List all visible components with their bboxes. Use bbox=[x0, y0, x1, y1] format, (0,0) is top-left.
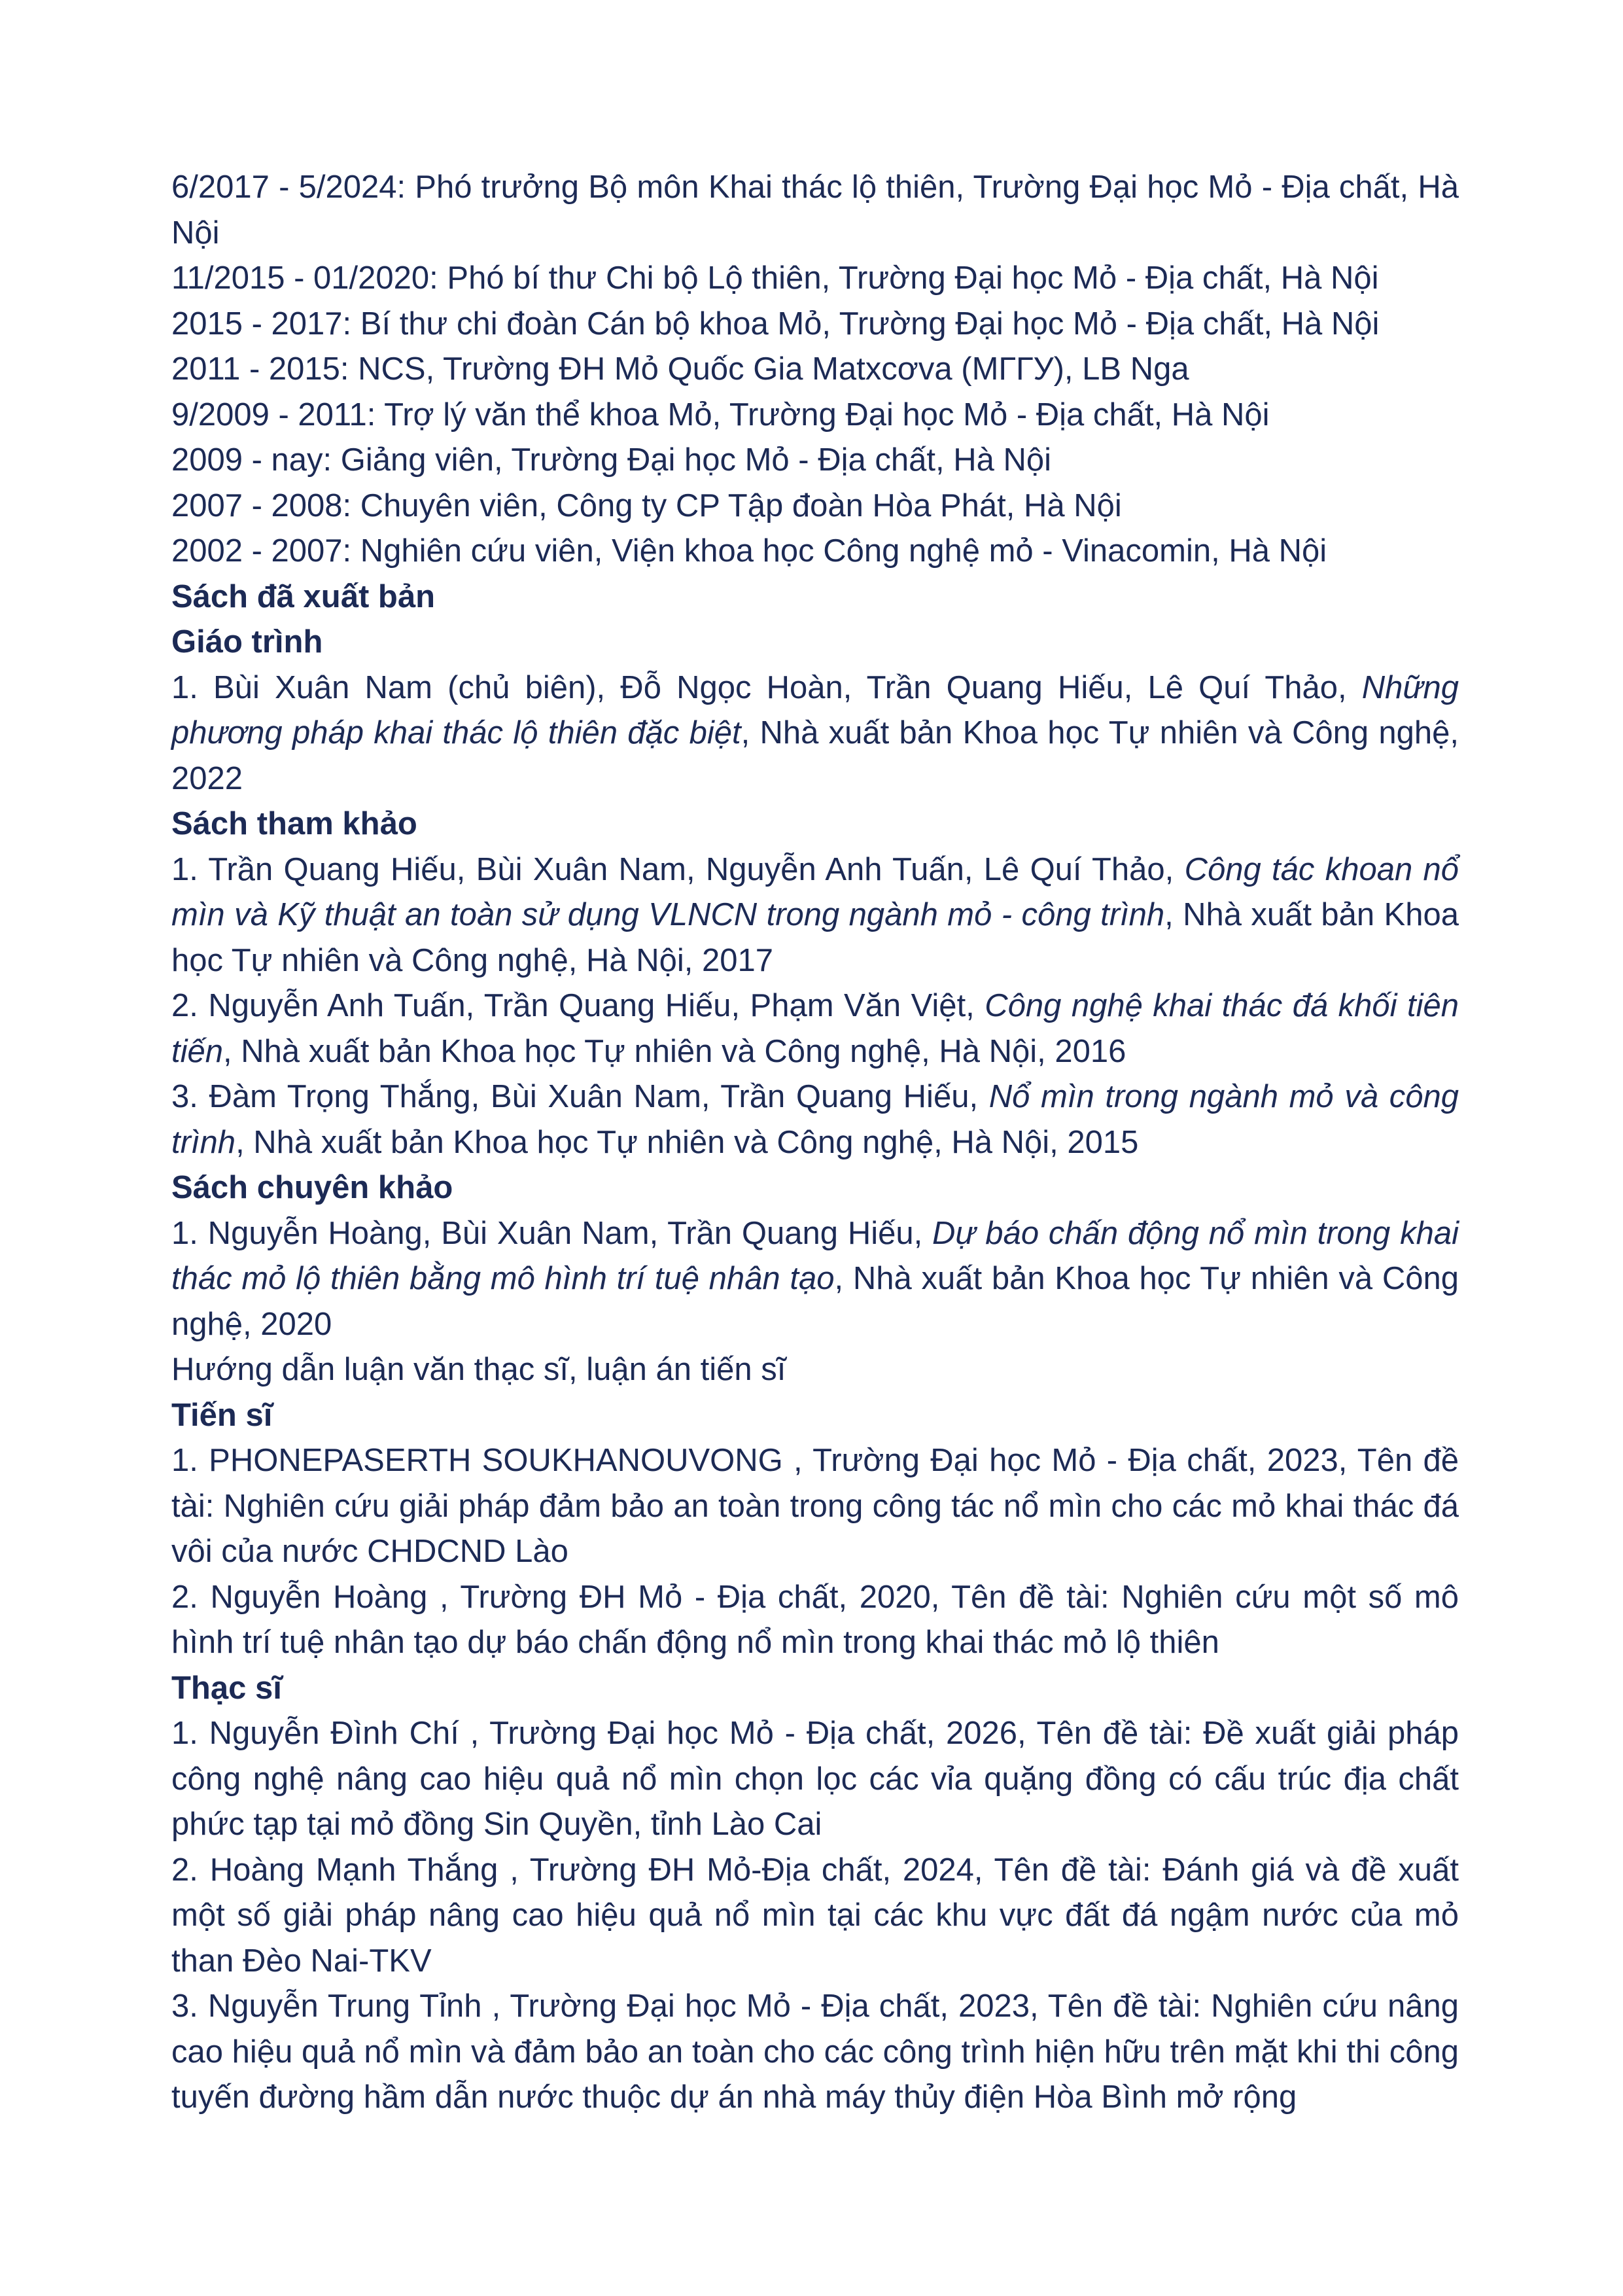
career-entry: 11/2015 - 01/2020: Phó bí thư Chi bộ Lộ thiên, Trường Đại học Mỏ - Địa chất, Hà Nội bbox=[171, 260, 1379, 296]
masters-entry: 1. Nguyễn Đình Chí , Trường Đại học Mỏ - Địa chất, 2026, Tên đề tài: Đề xuất giải pháp công nghệ nâng cao hiệu quả nổ mìn chọn lọc các vỉa quặng đồng có cấu trúc địa chất phức tạp tại mỏ đồng Sin Quyền, tỉnh Lào Cai bbox=[171, 1716, 1459, 1842]
supervision-heading: Hướng dẫn luận văn thạc sĩ, luận án tiến sĩ bbox=[171, 1352, 786, 1387]
career-list bbox=[171, 165, 1459, 574]
career-entry: 2011 - 2015: NCS, Trường ĐH Mỏ Quốc Gia Matxcơva (МГГУ), LB Nga bbox=[171, 351, 1189, 387]
career-entry: 2009 - nay: Giảng viên, Trường Đại học Mỏ - Địa chất, Hà Nội bbox=[171, 442, 1051, 478]
career-entry: 2015 - 2017: Bí thư chi đoàn Cán bộ khoa Mỏ, Trường Đại học Mỏ - Địa chất, Hà Nội bbox=[171, 306, 1380, 342]
entry-title: Nổ mìn trong ngành mỏ và công trình bbox=[171, 1079, 1459, 1160]
entry-authors: 3. Đàm Trọng Thắng, Bùi Xuân Nam, Trần Quang Hiếu, bbox=[171, 1079, 989, 1114]
monographs-heading: Sách chuyên khảo bbox=[171, 1170, 453, 1205]
career-entry: 2007 - 2008: Chuyên viên, Công ty CP Tập đoàn Hòa Phát, Hà Nội bbox=[171, 487, 1122, 523]
monograph-entry bbox=[171, 1211, 1459, 1348]
entry-title: Những phương pháp khai thác lộ thiên đặc biệt bbox=[171, 669, 1459, 751]
entry-publisher: , Nhà xuất bản Khoa học Tự nhiên và Công nghệ, 2020 bbox=[171, 1261, 1459, 1342]
masters-heading: Thạc sĩ bbox=[171, 1670, 282, 1706]
reference-entry bbox=[171, 983, 1459, 1074]
document-body bbox=[171, 165, 1459, 2121]
entry-publisher: , Nhà xuất bản Khoa học Tự nhiên và Công nghệ, Hà Nội, 2017 bbox=[171, 897, 1459, 978]
entry-title: Dự báo chấn động nổ mìn trong khai thác mỏ lộ thiên bằng mô hình trí tuệ nhân tạo bbox=[171, 1215, 1459, 1296]
career-entry: 6/2017 - 5/2024: Phó trưởng Bộ môn Khai thác lộ thiên, Trường Đại học Mỏ - Địa chất, Hà Nội bbox=[171, 169, 1459, 251]
phd-entry: 1. PHONEPASERTH SOUKHANOUVONG , Trường Đại học Mỏ - Địa chất, 2023, Tên đề tài: Nghiên cứu giải pháp đảm bảo an toàn trong công tác nổ mìn cho các mỏ khai thác đá vôi của nước CHDCND Lào bbox=[171, 1443, 1459, 1569]
entry-title: Công nghệ khai thác đá khối tiên tiến bbox=[171, 988, 1459, 1069]
reference-entry bbox=[171, 1074, 1459, 1165]
books-heading: Sách đã xuất bản bbox=[171, 578, 436, 614]
phd-entry: 2. Nguyễn Hoàng , Trường ĐH Mỏ - Địa chất, 2020, Tên đề tài: Nghiên cứu một số mô hình trí tuệ nhân tạo dự báo chấn động nổ mìn trong khai thác mỏ lộ thiên bbox=[171, 1579, 1459, 1660]
entry-authors: 2. Nguyễn Anh Tuấn, Trần Quang Hiếu, Phạm Văn Việt, bbox=[171, 988, 985, 1023]
masters-entry: 3. Nguyễn Trung Tỉnh , Trường Đại học Mỏ - Địa chất, 2023, Tên đề tài: Nghiên cứu nâng cao hiệu quả nổ mìn và đảm bảo an toàn cho các công trình hiện hữu trên mặt khi thi công tuyến đường hầm dẫn nước thuộc dự án nhà máy thủy điện Hòa Bình mở rộng bbox=[171, 1988, 1459, 2115]
career-entry: 2002 - 2007: Nghiên cứu viên, Viện khoa học Công nghệ mỏ - Vinacomin, Hà Nội bbox=[171, 533, 1327, 569]
entry-title: Công tác khoan nổ mìn và Kỹ thuật an toàn sử dụng VLNCN trong ngành mỏ - công trình bbox=[171, 851, 1459, 932]
entry-publisher: , Nhà xuất bản Khoa học Tự nhiên và Công nghệ, 2022 bbox=[171, 715, 1459, 796]
references-heading: Sách tham khảo bbox=[171, 806, 417, 841]
entry-publisher: , Nhà xuất bản Khoa học Tự nhiên và Công nghệ, Hà Nội, 2016 bbox=[223, 1033, 1126, 1069]
masters-entry: 2. Hoàng Mạnh Thắng , Trường ĐH Mỏ-Địa chất, 2024, Tên đề tài: Đánh giá và đề xuất một số giải pháp nâng cao hiệu quả nổ mìn tại các khu vực đất đá ngậm nước của mỏ than Đèo Nai-TKV bbox=[171, 1852, 1459, 1979]
entry-authors: 1. Trần Quang Hiếu, Bùi Xuân Nam, Nguyễn Anh Tuấn, Lê Quí Thảo, bbox=[171, 851, 1185, 887]
textbook-entry bbox=[171, 665, 1459, 802]
entry-publisher: , Nhà xuất bản Khoa học Tự nhiên và Công nghệ, Hà Nội, 2015 bbox=[236, 1124, 1139, 1160]
career-entry: 9/2009 - 2011: Trợ lý văn thể khoa Mỏ, Trường Đại học Mỏ - Địa chất, Hà Nội bbox=[171, 397, 1270, 433]
reference-entry bbox=[171, 847, 1459, 984]
entry-authors: 1. Bùi Xuân Nam (chủ biên), Đỗ Ngọc Hoàn, Trần Quang Hiếu, Lê Quí Thảo, bbox=[171, 669, 1362, 705]
textbooks-heading: Giáo trình bbox=[171, 624, 323, 660]
entry-authors: 1. Nguyễn Hoàng, Bùi Xuân Nam, Trần Quang Hiếu, bbox=[171, 1215, 933, 1251]
phd-heading: Tiến sĩ bbox=[171, 1397, 273, 1433]
